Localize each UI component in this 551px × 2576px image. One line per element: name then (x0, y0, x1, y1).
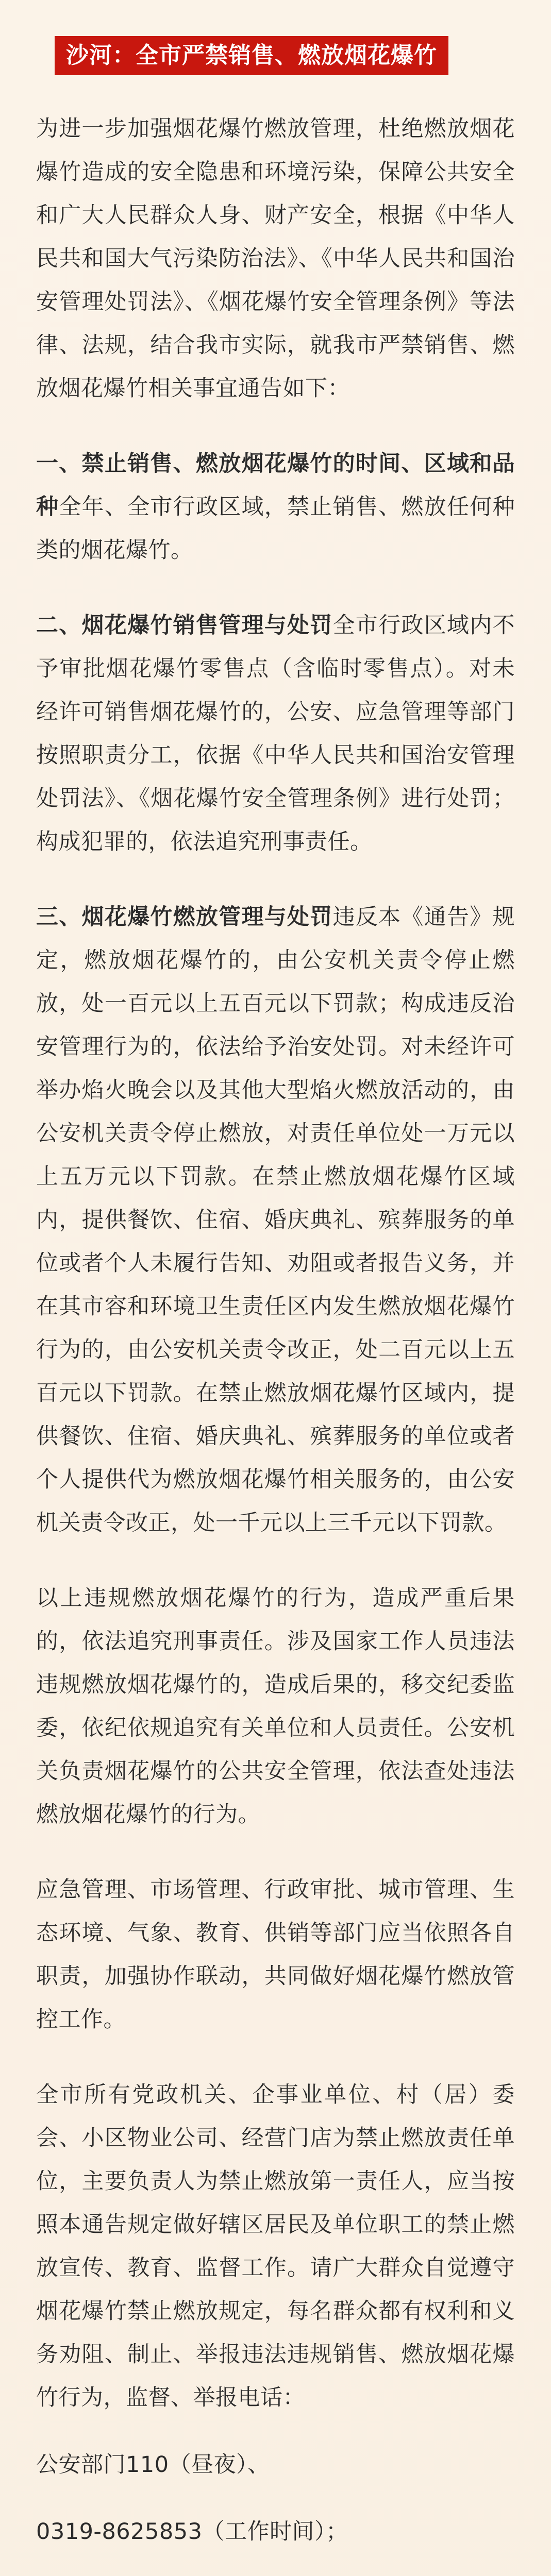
page-title: 沙河：全市严禁销售、燃放烟花爆竹 (55, 36, 448, 75)
section-3-heading: 三、烟花爆竹燃放管理与处罚 (36, 904, 333, 930)
section-1 (36, 442, 515, 572)
section-1-heading: 一、禁止销售、燃放烟花爆竹的时间、区域和品种 (36, 451, 515, 520)
contact-worktime: 0319-8625853（工作时间）； (36, 2519, 348, 2545)
section-1-body: 全年、全市行政区域，禁止销售、燃放任何种类的烟花爆竹。 (36, 494, 515, 563)
contact-police: 公安部门110（昼夜）、 (36, 2452, 270, 2478)
paragraph-coordination: 应急管理、市场管理、行政审批、城市管理、生态环境、气象、教育、供销等部门应当依照各自职责，加强协作联动，共同做好烟花爆竹燃放管控工作。 (36, 1877, 515, 2032)
section-3-body: 违反本《通告》规定，燃放烟花爆竹的，由公安机关责令停止燃放，处一百元以上五百元以下罚款；构成违反治安管理行为的，依法给予治安处罚。对未经许可举办焰火晚会以及其他大型焰火燃放活动的，由公安机关责令停止燃放，对责任单位处一万元以上五万元以下罚款。在禁止燃放烟花爆竹区域内，提供餐饮、住宿、婚庆典礼、殡葬服务的单位或者个人未履行告知、劝阻或者报告义务，并在其市容和环境卫生责任区内发生燃放烟花爆竹行为的，由公安机关责令改正，处二百元以上五百元以下罚款。在禁止燃放烟花爆竹区域内，提供餐饮、住宿、婚庆典礼、殡葬服务的单位或者个人提供代为燃放烟花爆竹相关服务的，由公安机关责令改正，处一千元以上三千元以下罚款。 (36, 904, 515, 1536)
title-wrap (36, 36, 515, 75)
section-2-body: 全市行政区域内不予审批烟花爆竹零售点（含临时零售点）。对未经许可销售烟花爆竹的，公安、应急管理等部门按照职责分工，依据《中华人民共和国治安管理处罚法》、《烟花爆竹安全管理条例》进行处罚；构成犯罪的，依法追究刑事责任。 (36, 613, 515, 855)
paragraph-responsibility: 全市所有党政机关、企事业单位、村（居）委会、小区物业公司、经营门店为禁止燃放责任单位，主要负责人为禁止燃放第一责任人，应当按照本通告规定做好辖区居民及单位职工的禁止燃放宣传、教育、监督工作。请广大群众自觉遵守烟花爆竹禁止燃放规定，每名群众都有权利和义务劝阻、制止、举报违法违规销售、燃放烟花爆竹行为，监督、举报电话： (36, 2082, 515, 2411)
section-2-heading: 二、烟花爆竹销售管理与处罚 (36, 613, 333, 638)
intro-paragraph: 为进一步加强烟花爆竹燃放管理，杜绝燃放烟花爆竹造成的安全隐患和环境污染，保障公共安全和广大人民群众人身、财产安全，根据《中华人民共和国大气污染防治法》、《中华人民共和国治安管理处罚法》、《烟花爆竹安全管理条例》等法律、法规，结合我市实际，就我市严禁销售、燃放烟花爆竹相关事宜通告如下： (36, 116, 515, 401)
paragraph-liability: 以上违规燃放烟花爆竹的行为，造成严重后果的，依法追究刑事责任。涉及国家工作人员违法违规燃放烟花爆竹的，造成后果的，移交纪委监委，依纪依规追究有关单位和人员责任。公安机关负责烟花爆竹的公共安全管理，依法查处违法燃放烟花爆竹的行为。 (36, 1585, 515, 1827)
section-2 (36, 604, 515, 863)
section-3 (36, 895, 515, 1545)
